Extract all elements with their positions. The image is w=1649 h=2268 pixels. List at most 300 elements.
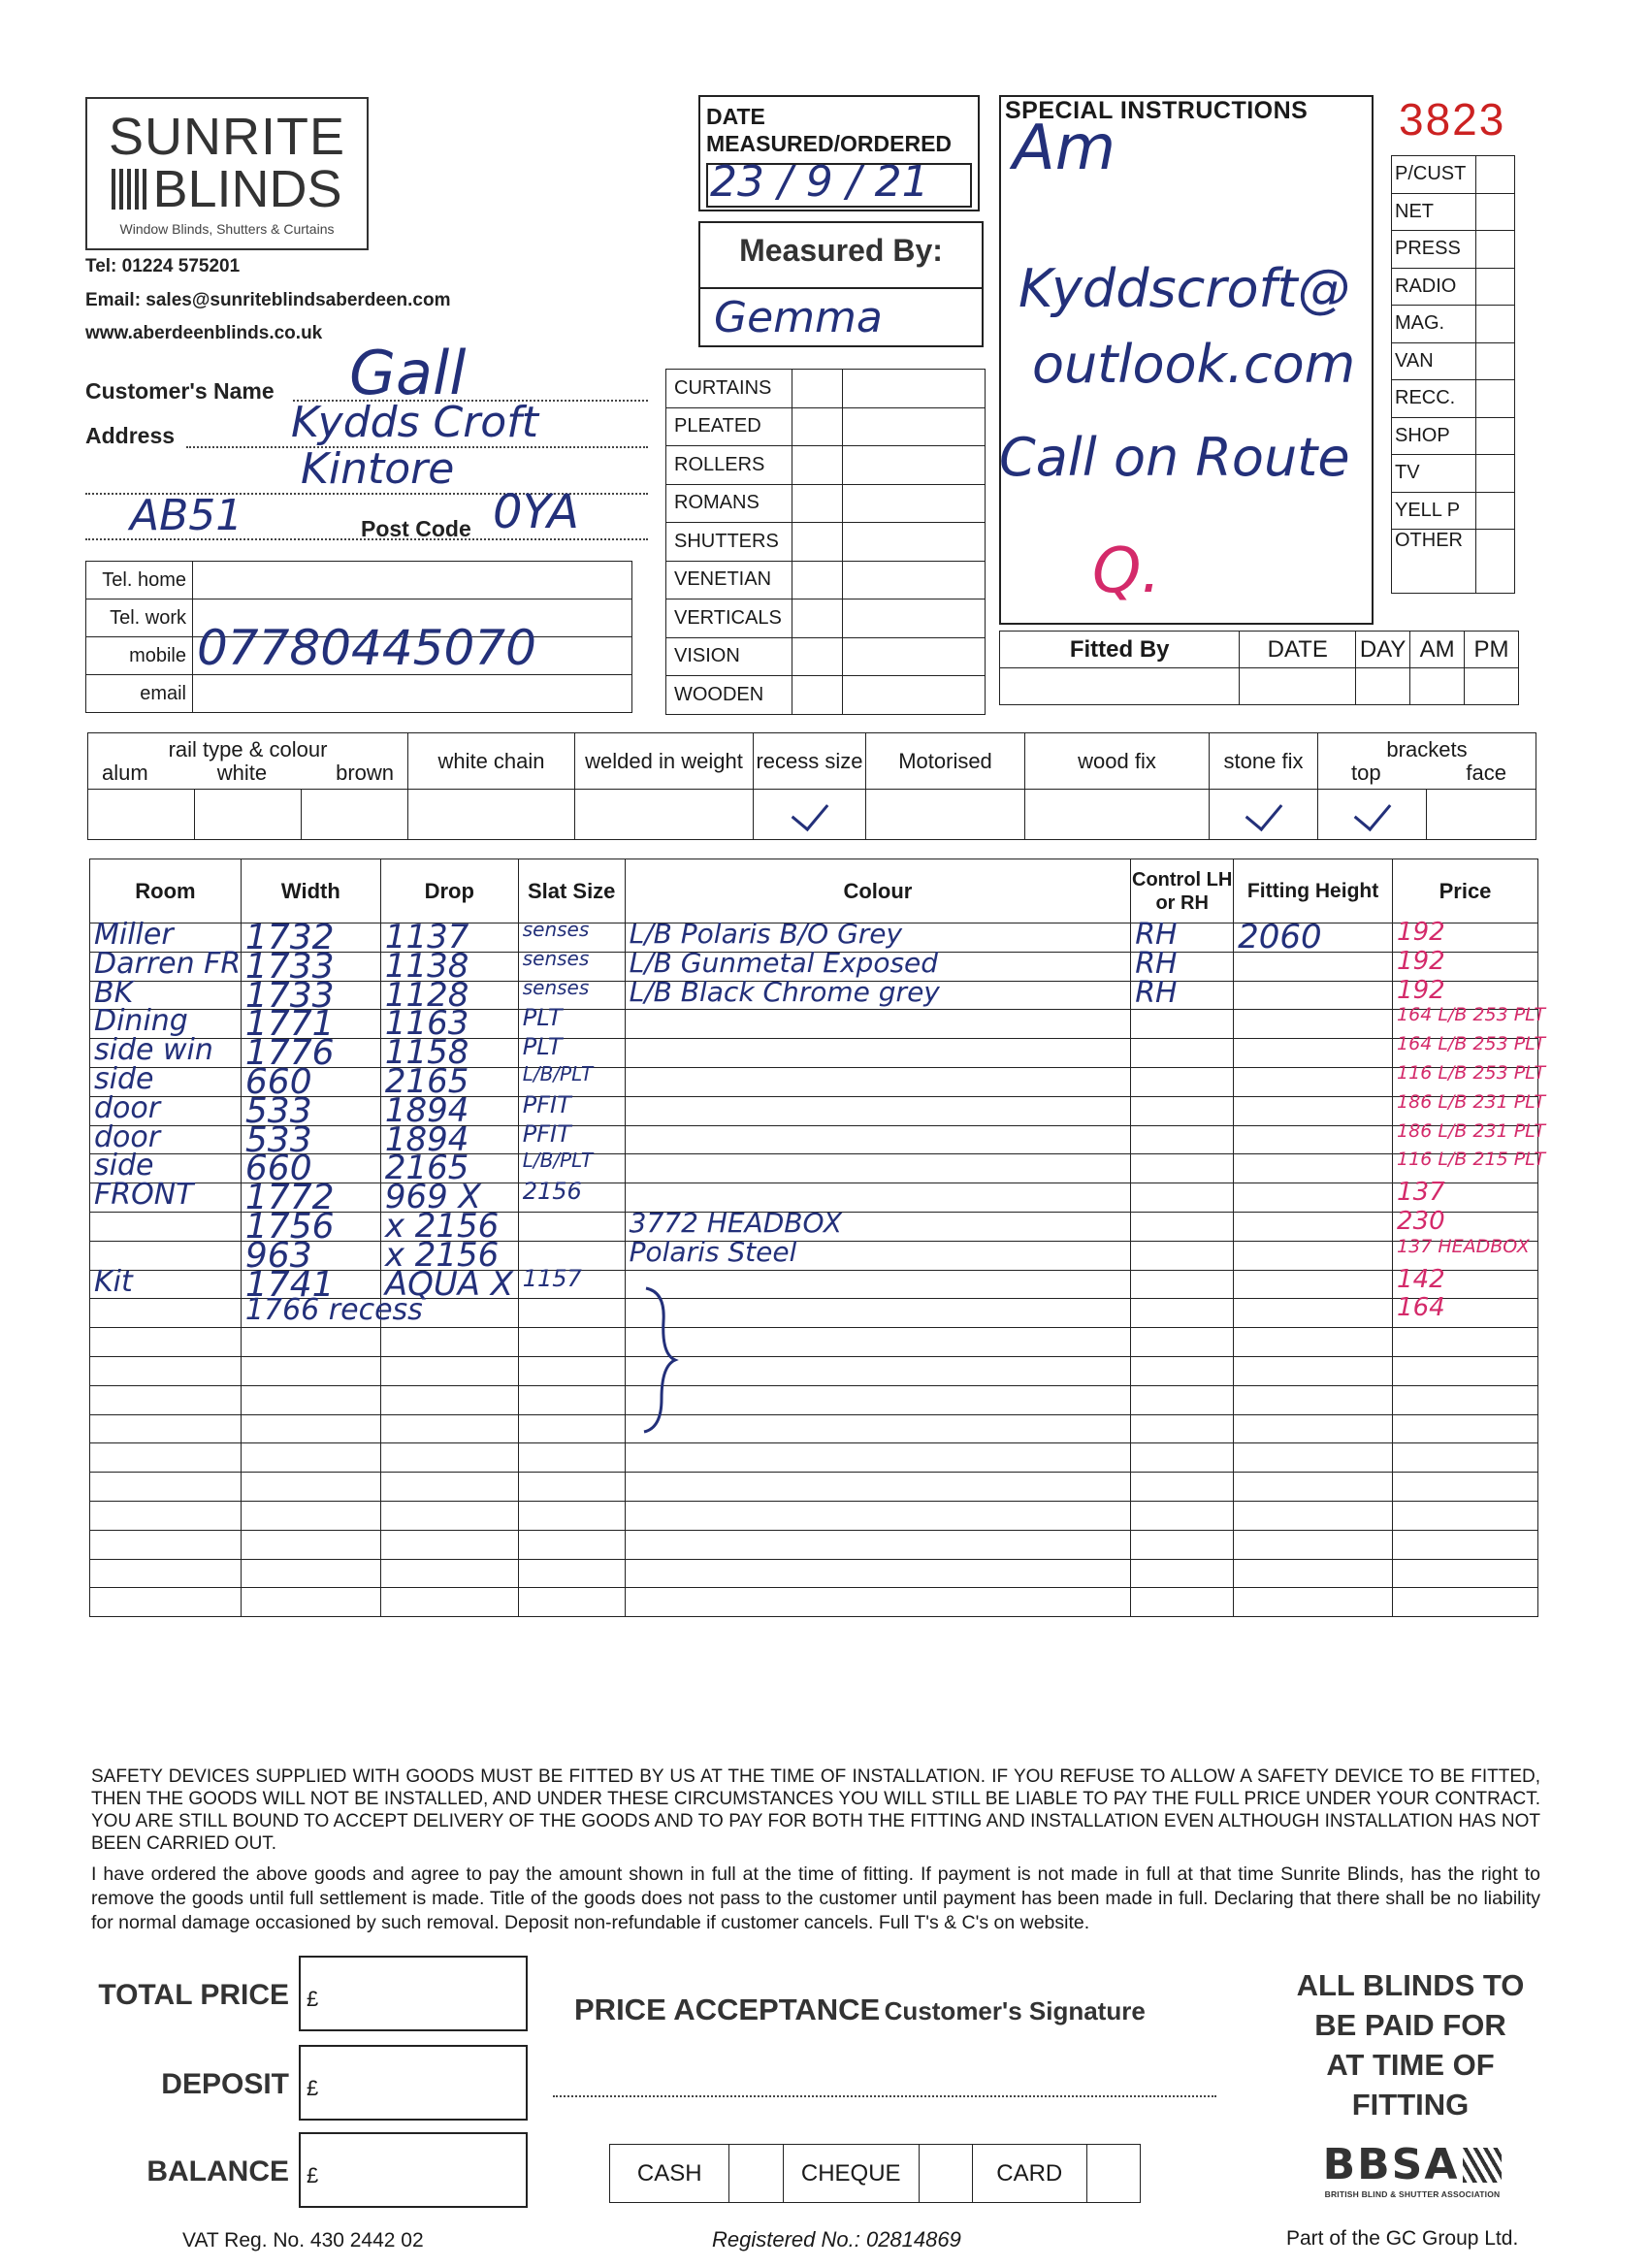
width-cell[interactable]: 1766 recess xyxy=(241,1299,380,1328)
fitting-height-cell[interactable] xyxy=(1234,1010,1393,1039)
postcode-part1[interactable]: AB51 xyxy=(130,491,243,540)
colour-cell[interactable]: L/B Gunmetal Exposed xyxy=(625,952,1131,981)
drop-cell[interactable]: AQUA X xyxy=(380,1270,518,1299)
fitted-date-label: DATE xyxy=(1240,632,1356,668)
fitting-height-cell[interactable] xyxy=(1234,1443,1393,1473)
price-cell[interactable]: 192 xyxy=(1393,981,1538,1010)
cheque-label: CHEQUE xyxy=(783,2145,919,2203)
source-check[interactable] xyxy=(1476,455,1515,493)
width-cell[interactable] xyxy=(241,1414,380,1443)
product-type-notes[interactable] xyxy=(843,446,986,485)
product-type-notes[interactable] xyxy=(843,599,986,638)
width-cell[interactable]: 660 xyxy=(241,1067,380,1096)
table-row xyxy=(90,1588,1538,1617)
width-cell[interactable]: 1771 xyxy=(241,1010,380,1039)
width-cell[interactable]: 1733 xyxy=(241,981,380,1010)
fitted-am-value[interactable] xyxy=(1410,668,1465,705)
source-row xyxy=(1392,492,1515,530)
tel-home-value[interactable] xyxy=(193,562,632,599)
fitting-height-cell[interactable] xyxy=(1234,1125,1393,1154)
colour-cell[interactable] xyxy=(625,1501,1131,1530)
colour-cell[interactable] xyxy=(625,1154,1131,1183)
fitting-height-cell[interactable] xyxy=(1234,1501,1393,1530)
card-check[interactable] xyxy=(1086,2145,1141,2203)
motorised-header: Motorised xyxy=(866,733,1025,790)
colour-cell[interactable] xyxy=(625,1125,1131,1154)
control-cell[interactable] xyxy=(1131,1559,1234,1588)
alum-check[interactable] xyxy=(88,790,195,840)
width-cell[interactable]: 1772 xyxy=(241,1183,380,1213)
product-type-row xyxy=(666,599,986,638)
source-row xyxy=(1392,455,1515,493)
control-cell[interactable] xyxy=(1131,1299,1234,1328)
source-check[interactable] xyxy=(1476,342,1515,380)
deposit-field[interactable]: £ xyxy=(299,2045,528,2121)
product-type-label: PLEATED xyxy=(666,407,792,446)
source-check[interactable] xyxy=(1476,380,1515,418)
room-cell[interactable] xyxy=(90,1559,242,1588)
fitted-pm-value[interactable] xyxy=(1465,668,1519,705)
room-cell[interactable]: side win xyxy=(90,1039,242,1068)
room-cell[interactable]: Miller xyxy=(90,923,242,953)
price-cell[interactable]: 192 xyxy=(1393,952,1538,981)
product-type-notes[interactable] xyxy=(843,561,986,599)
slat-cell[interactable] xyxy=(518,1385,625,1414)
brackets-top-check[interactable] xyxy=(1318,790,1427,840)
product-type-check[interactable] xyxy=(792,676,843,715)
room-cell[interactable] xyxy=(90,1385,242,1414)
address-line1[interactable]: Kydds Croft xyxy=(291,398,538,447)
payment-terms: I have ordered the above goods and agree to pay the amount shown in full at the time of fitting. If payment is not made in full at that time Sunrite Blinds, has the right to remove the goods until full settlement is made. Title of the goods does not pass to the customer until payment has been made in full. Declaring that there shall be no liability for normal damage occasioned by such removal. Deposit non-refundable if customer cancels. Full T's & C's on website. xyxy=(91,1863,1540,1933)
product-type-label: ROLLERS xyxy=(666,446,792,485)
colour-cell[interactable] xyxy=(625,1530,1131,1559)
product-type-check[interactable] xyxy=(792,407,843,446)
room-cell[interactable] xyxy=(90,1414,242,1443)
colour-cell[interactable]: 3772 HEADBOX xyxy=(625,1212,1131,1241)
fitting-height-cell[interactable] xyxy=(1234,981,1393,1010)
colour-cell[interactable] xyxy=(625,1270,1131,1299)
product-type-check[interactable] xyxy=(792,370,843,408)
customer-name-label: Customer's Name xyxy=(85,378,275,404)
product-type-notes[interactable] xyxy=(843,676,986,715)
colour-cell[interactable] xyxy=(625,1039,1131,1068)
colour-cell[interactable] xyxy=(625,1067,1131,1096)
special-am[interactable]: Am xyxy=(1013,113,1116,184)
date-measured-value[interactable]: 23 / 9 / 21 xyxy=(710,157,929,207)
slat-cell[interactable] xyxy=(518,1588,625,1617)
product-type-check[interactable] xyxy=(792,599,843,638)
fitting-height-cell[interactable] xyxy=(1234,1299,1393,1328)
room-cell[interactable] xyxy=(90,1212,242,1241)
width-cell[interactable]: 1776 xyxy=(241,1039,380,1068)
postcode-part2[interactable]: 0YA xyxy=(493,485,579,539)
col-slat-size: Slat Size xyxy=(518,859,625,923)
source-check[interactable] xyxy=(1476,193,1515,231)
room-cell[interactable]: Dining xyxy=(90,1010,242,1039)
drop-cell[interactable]: 2165 xyxy=(380,1067,518,1096)
source-label: P/CUST xyxy=(1392,156,1476,194)
room-cell[interactable]: FRONT xyxy=(90,1183,242,1213)
colour-cell[interactable] xyxy=(625,1299,1131,1328)
source-row xyxy=(1392,342,1515,380)
contact-web: www.aberdeenblinds.co.uk xyxy=(85,323,323,343)
control-cell[interactable] xyxy=(1131,1530,1234,1559)
source-check[interactable] xyxy=(1476,306,1515,343)
table-row xyxy=(90,1473,1538,1502)
source-check[interactable] xyxy=(1476,492,1515,530)
fitted-by-value[interactable] xyxy=(1000,668,1240,705)
logo-bars-icon xyxy=(112,169,146,210)
colour-cell[interactable] xyxy=(625,1356,1131,1385)
control-cell[interactable] xyxy=(1131,1183,1234,1213)
drop-cell[interactable] xyxy=(380,1414,518,1443)
total-price-field[interactable]: £ xyxy=(299,1956,528,2031)
width-cell[interactable] xyxy=(241,1356,380,1385)
product-type-notes[interactable] xyxy=(843,484,986,523)
white-chain-header: white chain xyxy=(408,733,575,790)
product-type-check[interactable] xyxy=(792,561,843,599)
source-row xyxy=(1392,306,1515,343)
drop-cell[interactable]: 1137 xyxy=(380,923,518,953)
price-cell[interactable] xyxy=(1393,1414,1538,1443)
colour-cell[interactable] xyxy=(625,1328,1131,1357)
price-cell[interactable]: 116 L/B 253 PLT xyxy=(1393,1067,1538,1096)
cheque-check[interactable] xyxy=(919,2145,972,2203)
price-cell[interactable] xyxy=(1393,1473,1538,1502)
product-type-row xyxy=(666,407,986,446)
slat-cell[interactable]: senses xyxy=(518,981,625,1010)
fitted-by-label: Fitted By xyxy=(1000,632,1240,668)
control-cell[interactable] xyxy=(1131,1125,1234,1154)
fitted-day-label: DAY xyxy=(1356,632,1410,668)
control-cell[interactable] xyxy=(1131,1270,1234,1299)
room-cell[interactable] xyxy=(90,1328,242,1357)
fitting-height-cell[interactable] xyxy=(1234,1414,1393,1443)
source-label: VAN xyxy=(1392,342,1476,380)
width-cell[interactable]: 963 xyxy=(241,1241,380,1270)
brackets-face-check[interactable] xyxy=(1427,790,1536,840)
source-check[interactable] xyxy=(1476,231,1515,269)
fitted-date-value[interactable] xyxy=(1240,668,1356,705)
product-type-notes[interactable] xyxy=(843,523,986,562)
stone-fix-check[interactable] xyxy=(1210,790,1318,840)
room-cell[interactable] xyxy=(90,1501,242,1530)
price-cell[interactable]: 137 xyxy=(1393,1183,1538,1213)
source-row xyxy=(1392,417,1515,455)
source-check[interactable] xyxy=(1476,156,1515,194)
drop-cell[interactable] xyxy=(380,1530,518,1559)
welded-check[interactable] xyxy=(575,790,754,840)
price-cell[interactable]: 186 L/B 231 PLT xyxy=(1393,1125,1538,1154)
colour-cell[interactable] xyxy=(625,1010,1131,1039)
fitting-height-cell[interactable] xyxy=(1234,1473,1393,1502)
mobile-value[interactable]: 07780445070 xyxy=(193,637,632,675)
fitting-height-cell[interactable] xyxy=(1234,1096,1393,1125)
source-check[interactable] xyxy=(1476,268,1515,306)
room-cell[interactable]: side xyxy=(90,1154,242,1183)
control-cell[interactable] xyxy=(1131,1067,1234,1096)
drop-cell[interactable] xyxy=(380,1588,518,1617)
colour-cell[interactable] xyxy=(625,1443,1131,1473)
drop-cell[interactable]: 1894 xyxy=(380,1096,518,1125)
slat-cell[interactable] xyxy=(518,1501,625,1530)
control-cell[interactable] xyxy=(1131,1443,1234,1473)
product-type-label: ROMANS xyxy=(666,484,792,523)
price-cell[interactable] xyxy=(1393,1588,1538,1617)
width-cell[interactable] xyxy=(241,1443,380,1473)
drop-cell[interactable] xyxy=(380,1328,518,1357)
special-email-line2[interactable]: outlook.com xyxy=(1032,334,1356,395)
width-cell[interactable]: 1733 xyxy=(241,952,380,981)
colour-cell[interactable] xyxy=(625,1473,1131,1502)
price-cell[interactable] xyxy=(1393,1559,1538,1588)
drop-cell[interactable]: x 2156 xyxy=(380,1241,518,1270)
wood-fix-check[interactable] xyxy=(1025,790,1210,840)
room-cell[interactable] xyxy=(90,1299,242,1328)
slat-cell[interactable]: senses xyxy=(518,923,625,953)
slat-cell[interactable]: PFIT xyxy=(518,1096,625,1125)
price-cell[interactable]: 137 HEADBOX xyxy=(1393,1241,1538,1270)
slat-cell[interactable] xyxy=(518,1414,625,1443)
col-fitting-height: Fitting Height xyxy=(1234,859,1393,923)
drop-cell[interactable]: 1894 xyxy=(380,1125,518,1154)
phone-table xyxy=(85,561,632,713)
price-cell[interactable] xyxy=(1393,1501,1538,1530)
room-cell[interactable]: Kit xyxy=(90,1270,242,1299)
fitting-height-cell[interactable] xyxy=(1234,1270,1393,1299)
product-type-notes[interactable] xyxy=(843,370,986,408)
price-cell[interactable]: 186 L/B 231 PLT xyxy=(1393,1096,1538,1125)
tick-icon xyxy=(791,792,828,830)
width-cell[interactable]: 660 xyxy=(241,1154,380,1183)
room-cell[interactable] xyxy=(90,1530,242,1559)
fitting-height-cell[interactable] xyxy=(1234,1183,1393,1213)
tick-icon xyxy=(1353,792,1391,830)
drop-cell[interactable] xyxy=(380,1443,518,1473)
signature-line[interactable] xyxy=(553,2095,1216,2097)
colour-cell[interactable] xyxy=(625,1588,1131,1617)
slat-cell[interactable]: L/B/PLT xyxy=(518,1067,625,1096)
colour-cell[interactable] xyxy=(625,1559,1131,1588)
product-type-label: CURTAINS xyxy=(666,370,792,408)
room-cell[interactable]: side xyxy=(90,1067,242,1096)
drop-cell[interactable] xyxy=(380,1299,518,1328)
colour-cell[interactable]: Polaris Steel xyxy=(625,1241,1131,1270)
width-cell[interactable]: 1741 xyxy=(241,1270,380,1299)
room-cell[interactable] xyxy=(90,1443,242,1473)
slat-cell[interactable]: 1157 xyxy=(518,1270,625,1299)
drop-cell[interactable]: 969 X xyxy=(380,1183,518,1213)
width-cell[interactable] xyxy=(241,1588,380,1617)
price-cell[interactable] xyxy=(1393,1328,1538,1357)
control-cell[interactable] xyxy=(1131,1096,1234,1125)
white-check[interactable] xyxy=(195,790,302,840)
width-cell[interactable] xyxy=(241,1328,380,1357)
control-cell[interactable] xyxy=(1131,1039,1234,1068)
special-email-line1[interactable]: Kyddscroft@ xyxy=(1018,258,1350,319)
price-cell[interactable]: 116 L/B 215 PLT xyxy=(1393,1154,1538,1183)
room-cell[interactable]: BK xyxy=(90,981,242,1010)
drop-cell[interactable]: x 2156 xyxy=(380,1212,518,1241)
fitting-height-cell[interactable] xyxy=(1234,1039,1393,1068)
product-type-row xyxy=(666,676,986,715)
product-type-check[interactable] xyxy=(792,446,843,485)
price-cell[interactable]: 142 xyxy=(1393,1270,1538,1299)
width-cell[interactable] xyxy=(241,1385,380,1414)
room-cell[interactable] xyxy=(90,1588,242,1617)
fitting-height-cell[interactable] xyxy=(1234,1241,1393,1270)
room-cell[interactable]: Darren FR xyxy=(90,952,242,981)
logo-line2: BLINDS xyxy=(152,160,342,218)
colour-cell[interactable] xyxy=(625,1096,1131,1125)
control-cell[interactable]: RH xyxy=(1131,952,1234,981)
drop-cell[interactable] xyxy=(380,1385,518,1414)
customer-name[interactable]: Gall xyxy=(349,338,467,408)
drop-cell[interactable] xyxy=(380,1501,518,1530)
measured-by-value[interactable]: Gemma xyxy=(714,293,883,342)
payment-method-table xyxy=(609,2144,1141,2203)
fitting-height-cell[interactable] xyxy=(1234,1067,1393,1096)
colour-cell[interactable] xyxy=(625,1385,1131,1414)
price-cell[interactable]: 192 xyxy=(1393,923,1538,953)
safety-terms: SAFETY DEVICES SUPPLIED WITH GOODS MUST BE FITTED BY US AT THE TIME OF INSTALLATION. IF YOU REFUSE TO ALLOW A SAFETY DEVICE TO BE FITTED, THEN THE GOODS WILL NOT BE INSTALLED, AND UNDER THESE CIRCUMSTANCES YOU WILL STILL BE LIABLE TO PAY THE FULL PRICE UNDER YOUR CONTRACT. YOU ARE STILL BOUND TO ACCEPT DELIVERY OF THE GOODS AND TO PAY FOR BOTH THE FITTING AND INSTALLATION EVEN ALTHOUGH INSTALLATION HAS NOT BEEN CARRIED OUT. xyxy=(91,1766,1540,1854)
slat-cell[interactable] xyxy=(518,1530,625,1559)
slat-cell[interactable] xyxy=(518,1212,625,1241)
room-cell[interactable] xyxy=(90,1473,242,1502)
drop-cell[interactable]: 1163 xyxy=(380,1010,518,1039)
price-cell[interactable] xyxy=(1393,1385,1538,1414)
product-type-notes[interactable] xyxy=(843,637,986,676)
slat-cell[interactable]: PFIT xyxy=(518,1125,625,1154)
price-cell[interactable]: 164 L/B 253 PLT xyxy=(1393,1039,1538,1068)
fitted-by-table xyxy=(999,631,1519,705)
drop-cell[interactable] xyxy=(380,1559,518,1588)
price-cell[interactable] xyxy=(1393,1443,1538,1473)
width-cell[interactable]: 533 xyxy=(241,1096,380,1125)
product-type-notes[interactable] xyxy=(843,407,986,446)
width-cell[interactable] xyxy=(241,1530,380,1559)
control-cell[interactable]: RH xyxy=(1131,981,1234,1010)
control-cell[interactable] xyxy=(1131,1588,1234,1617)
special-q-mark[interactable]: Q. xyxy=(1092,535,1161,607)
fitting-height-cell[interactable] xyxy=(1234,1328,1393,1357)
fitting-height-cell[interactable] xyxy=(1234,1530,1393,1559)
room-cell[interactable]: door xyxy=(90,1096,242,1125)
motorised-check[interactable] xyxy=(866,790,1025,840)
drop-cell[interactable]: 1128 xyxy=(380,981,518,1010)
source-label: OTHER xyxy=(1392,530,1476,594)
source-check[interactable] xyxy=(1476,417,1515,455)
slat-cell[interactable]: PLT xyxy=(518,1039,625,1068)
fitting-height-cell[interactable] xyxy=(1234,1356,1393,1385)
width-cell[interactable] xyxy=(241,1501,380,1530)
width-cell[interactable]: 1732 xyxy=(241,923,380,953)
colour-cell[interactable] xyxy=(625,1414,1131,1443)
balance-field[interactable]: £ xyxy=(299,2132,528,2208)
width-cell[interactable] xyxy=(241,1559,380,1588)
price-cell[interactable] xyxy=(1393,1530,1538,1559)
control-cell[interactable] xyxy=(1131,1414,1234,1443)
slat-cell[interactable]: senses xyxy=(518,952,625,981)
col-colour: Colour xyxy=(625,859,1131,923)
fitting-height-cell[interactable] xyxy=(1234,1212,1393,1241)
white-chain-check[interactable] xyxy=(408,790,575,840)
drop-cell[interactable]: 1138 xyxy=(380,952,518,981)
product-type-check[interactable] xyxy=(792,637,843,676)
drop-cell[interactable]: 1158 xyxy=(380,1039,518,1068)
drop-cell[interactable] xyxy=(380,1473,518,1502)
control-cell[interactable] xyxy=(1131,1356,1234,1385)
control-cell[interactable] xyxy=(1131,1328,1234,1357)
control-cell[interactable] xyxy=(1131,1473,1234,1502)
brown-check[interactable] xyxy=(302,790,408,840)
slat-cell[interactable]: PLT xyxy=(518,1010,625,1039)
control-cell[interactable] xyxy=(1131,1212,1234,1241)
width-cell[interactable] xyxy=(241,1473,380,1502)
price-cell[interactable]: 164 xyxy=(1393,1299,1538,1328)
room-cell[interactable]: door xyxy=(90,1125,242,1154)
slat-cell[interactable]: 2156 xyxy=(518,1183,625,1213)
fitting-height-cell[interactable] xyxy=(1234,952,1393,981)
fitting-height-cell[interactable] xyxy=(1234,1559,1393,1588)
control-cell[interactable] xyxy=(1131,1154,1234,1183)
colour-cell[interactable]: L/B Polaris B/O Grey xyxy=(625,923,1131,953)
width-cell[interactable]: 533 xyxy=(241,1125,380,1154)
control-cell[interactable] xyxy=(1131,1241,1234,1270)
card-label: CARD xyxy=(972,2145,1086,2203)
fitting-height-cell[interactable] xyxy=(1234,1588,1393,1617)
control-cell[interactable] xyxy=(1131,1010,1234,1039)
product-type-check[interactable] xyxy=(792,484,843,523)
drop-cell[interactable] xyxy=(380,1356,518,1385)
width-cell[interactable]: 1756 xyxy=(241,1212,380,1241)
control-cell[interactable] xyxy=(1131,1501,1234,1530)
control-cell[interactable] xyxy=(1131,1385,1234,1414)
fitting-height-cell[interactable]: 2060 xyxy=(1234,923,1393,953)
slat-cell[interactable] xyxy=(518,1473,625,1502)
slat-cell[interactable] xyxy=(518,1443,625,1473)
price-cell[interactable]: 230 xyxy=(1393,1212,1538,1241)
fitted-day-value[interactable] xyxy=(1356,668,1410,705)
product-type-check[interactable] xyxy=(792,523,843,562)
source-row xyxy=(1392,156,1515,194)
slat-cell[interactable] xyxy=(518,1559,625,1588)
price-cell[interactable]: 164 L/B 253 PLT xyxy=(1393,1010,1538,1039)
table-row xyxy=(90,1443,1538,1473)
registered-number: Registered No.: 02814869 xyxy=(712,2227,961,2252)
address-line2[interactable]: Kintore xyxy=(301,444,455,494)
recess-size-check[interactable] xyxy=(754,790,866,840)
price-cell[interactable] xyxy=(1393,1356,1538,1385)
room-cell[interactable] xyxy=(90,1356,242,1385)
cash-check[interactable] xyxy=(729,2145,783,2203)
fitting-height-cell[interactable] xyxy=(1234,1385,1393,1414)
recess-size-header: recess size xyxy=(754,733,866,790)
source-check[interactable] xyxy=(1476,530,1515,594)
drop-cell[interactable]: 2165 xyxy=(380,1154,518,1183)
slat-cell[interactable]: L/B/PLT xyxy=(518,1154,625,1183)
email-value[interactable] xyxy=(193,675,632,713)
special-note[interactable]: Call on Route xyxy=(999,427,1350,488)
slat-cell[interactable] xyxy=(518,1356,625,1385)
phone-row-email: email xyxy=(86,675,632,713)
fitting-height-cell[interactable] xyxy=(1234,1154,1393,1183)
colour-cell[interactable]: L/B Black Chrome grey xyxy=(625,981,1131,1010)
slat-cell[interactable] xyxy=(518,1299,625,1328)
slat-cell[interactable] xyxy=(518,1328,625,1357)
date-measured-box xyxy=(698,95,980,211)
control-cell[interactable]: RH xyxy=(1131,923,1234,953)
